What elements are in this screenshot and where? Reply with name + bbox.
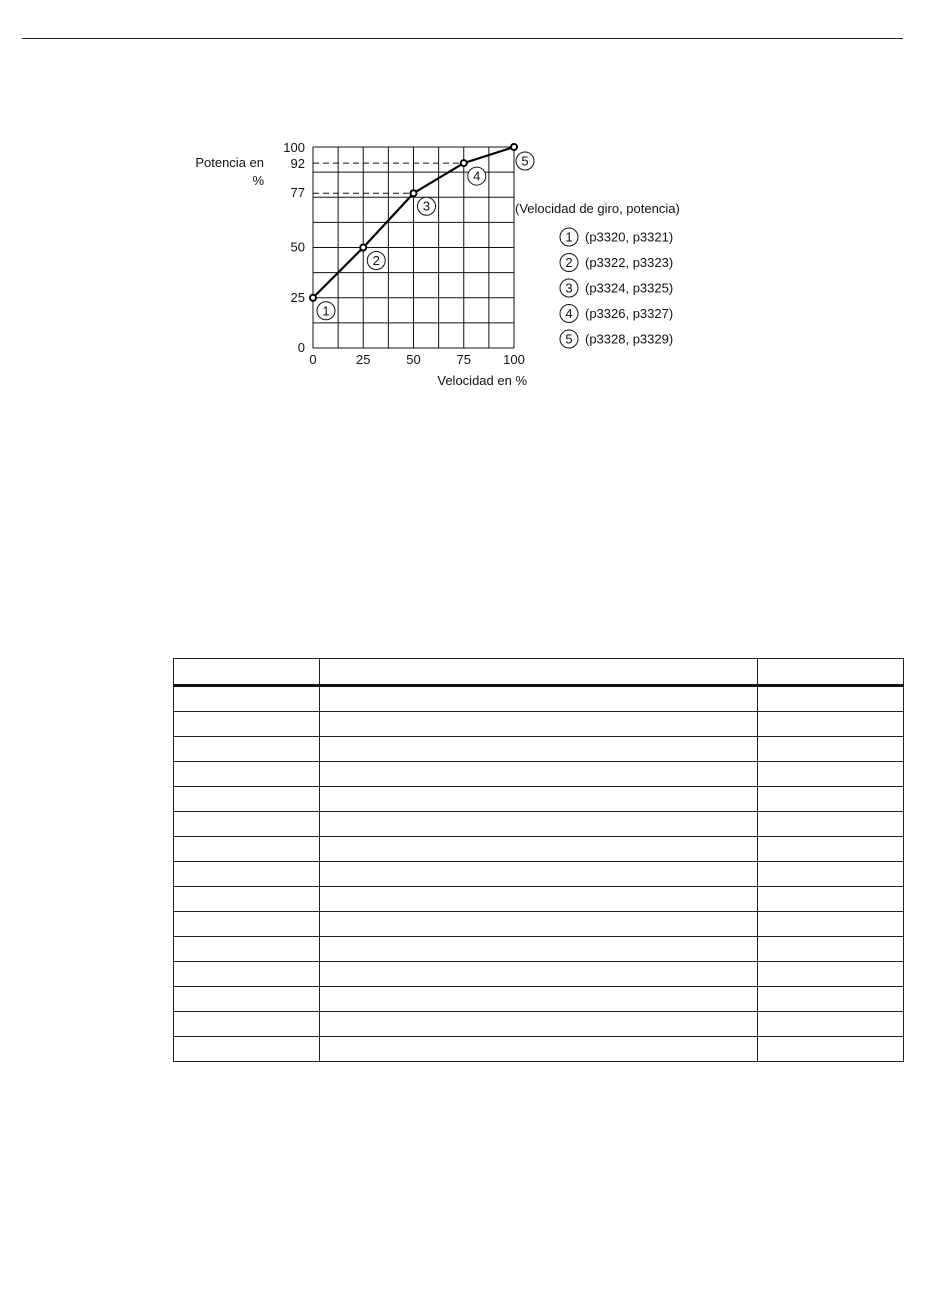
legend-number: 2 [565, 255, 573, 270]
x-tick-label: 100 [503, 352, 525, 367]
data-point [360, 245, 366, 251]
table-row [174, 937, 904, 962]
data-point [511, 144, 517, 150]
table-row [174, 812, 904, 837]
table-cell [758, 962, 904, 987]
table-cell [320, 1012, 758, 1037]
table-row [174, 712, 904, 737]
table-cell [758, 937, 904, 962]
legend-entry: (p3324, p3325) [585, 280, 674, 296]
y-tick-label: 92 [290, 156, 305, 172]
x-tick-label: 0 [309, 352, 317, 367]
table-cell [758, 812, 904, 837]
y-tick-label: 25 [290, 289, 305, 305]
table-cell [758, 1012, 904, 1037]
table-cell [320, 912, 758, 937]
data-point [411, 190, 417, 196]
table-cell [174, 912, 320, 937]
table-cell [174, 887, 320, 912]
y-tick-label: 0 [297, 340, 305, 355]
x-tick-label: 75 [456, 352, 471, 367]
table-row [174, 887, 904, 912]
table-row [174, 762, 904, 787]
y-tick-label: 50 [290, 239, 305, 255]
y-tick-label: 77 [290, 185, 305, 201]
legend-entry: (p3326, p3327) [585, 306, 674, 321]
table-cell [320, 812, 758, 837]
table-cell [174, 962, 320, 987]
point-number-label: 1 [322, 303, 330, 319]
table-row [174, 787, 904, 812]
table-row [174, 686, 904, 712]
y-axis-label-line1: Potencia en [195, 155, 264, 170]
legend-number: 5 [565, 331, 573, 347]
table-row [174, 737, 904, 762]
point-markers [310, 144, 534, 320]
y-axis-label-line2: % [252, 173, 264, 188]
table-cell [758, 787, 904, 812]
table-cell [320, 962, 758, 987]
legend-number: 4 [565, 306, 573, 321]
x-tick-label: 50 [406, 352, 421, 367]
table-cell [758, 912, 904, 937]
table-cell [174, 712, 320, 737]
table-cell [320, 887, 758, 912]
x-axis-label: Velocidad en % [437, 373, 527, 388]
table-cell [758, 862, 904, 887]
table-cell [174, 787, 320, 812]
table-row [174, 837, 904, 862]
legend-title: (Velocidad de giro, potencia) [515, 201, 680, 216]
table-row [174, 912, 904, 937]
table-cell [174, 737, 320, 762]
table-cell [174, 1012, 320, 1037]
table-cell [320, 686, 758, 712]
table-cell [758, 1037, 904, 1062]
table-cell [758, 737, 904, 762]
table-cell [174, 937, 320, 962]
table-cell [758, 887, 904, 912]
table-header-row [174, 659, 904, 686]
table-row [174, 862, 904, 887]
point-number-label: 5 [521, 153, 529, 169]
table-cell [320, 862, 758, 887]
table-cell [320, 837, 758, 862]
legend-entry: (p3322, p3323) [585, 255, 674, 270]
table-cell [758, 686, 904, 712]
table-cell [758, 762, 904, 787]
table-cell [174, 862, 320, 887]
legend [560, 228, 673, 348]
legend-number: 3 [565, 280, 573, 296]
table-cell [320, 762, 758, 787]
table-cell [320, 937, 758, 962]
table-row [174, 1037, 904, 1062]
table-cell [174, 686, 320, 712]
table-cell [174, 762, 320, 787]
table-cell [758, 987, 904, 1012]
table-header-cell [174, 659, 320, 686]
parameter-table [173, 658, 904, 1062]
table-cell [320, 987, 758, 1012]
power-speed-chart [0, 0, 950, 420]
point-number-label: 4 [473, 168, 481, 184]
legend-entry: (p3320, p3321) [585, 229, 674, 245]
table-cell [320, 1037, 758, 1062]
table-row [174, 962, 904, 987]
table-row [174, 987, 904, 1012]
table-cell [758, 837, 904, 862]
table-cell [174, 812, 320, 837]
table-header-cell [320, 659, 758, 686]
data-point [310, 295, 316, 301]
y-tick-label: 100 [283, 140, 305, 155]
data-point [461, 160, 467, 166]
table-cell [320, 737, 758, 762]
table-cell [320, 712, 758, 737]
table-cell [174, 987, 320, 1012]
table-cell [758, 712, 904, 737]
legend-number: 1 [565, 229, 573, 245]
table-body [174, 686, 904, 1062]
point-number-label: 2 [372, 253, 380, 268]
table-cell [320, 787, 758, 812]
legend-entry: (p3328, p3329) [585, 331, 674, 347]
table-header-cell [758, 659, 904, 686]
table-row [174, 1012, 904, 1037]
x-tick-label: 25 [356, 352, 371, 367]
point-number-label: 3 [422, 198, 431, 214]
table-cell [174, 1037, 320, 1062]
table-cell [174, 837, 320, 862]
